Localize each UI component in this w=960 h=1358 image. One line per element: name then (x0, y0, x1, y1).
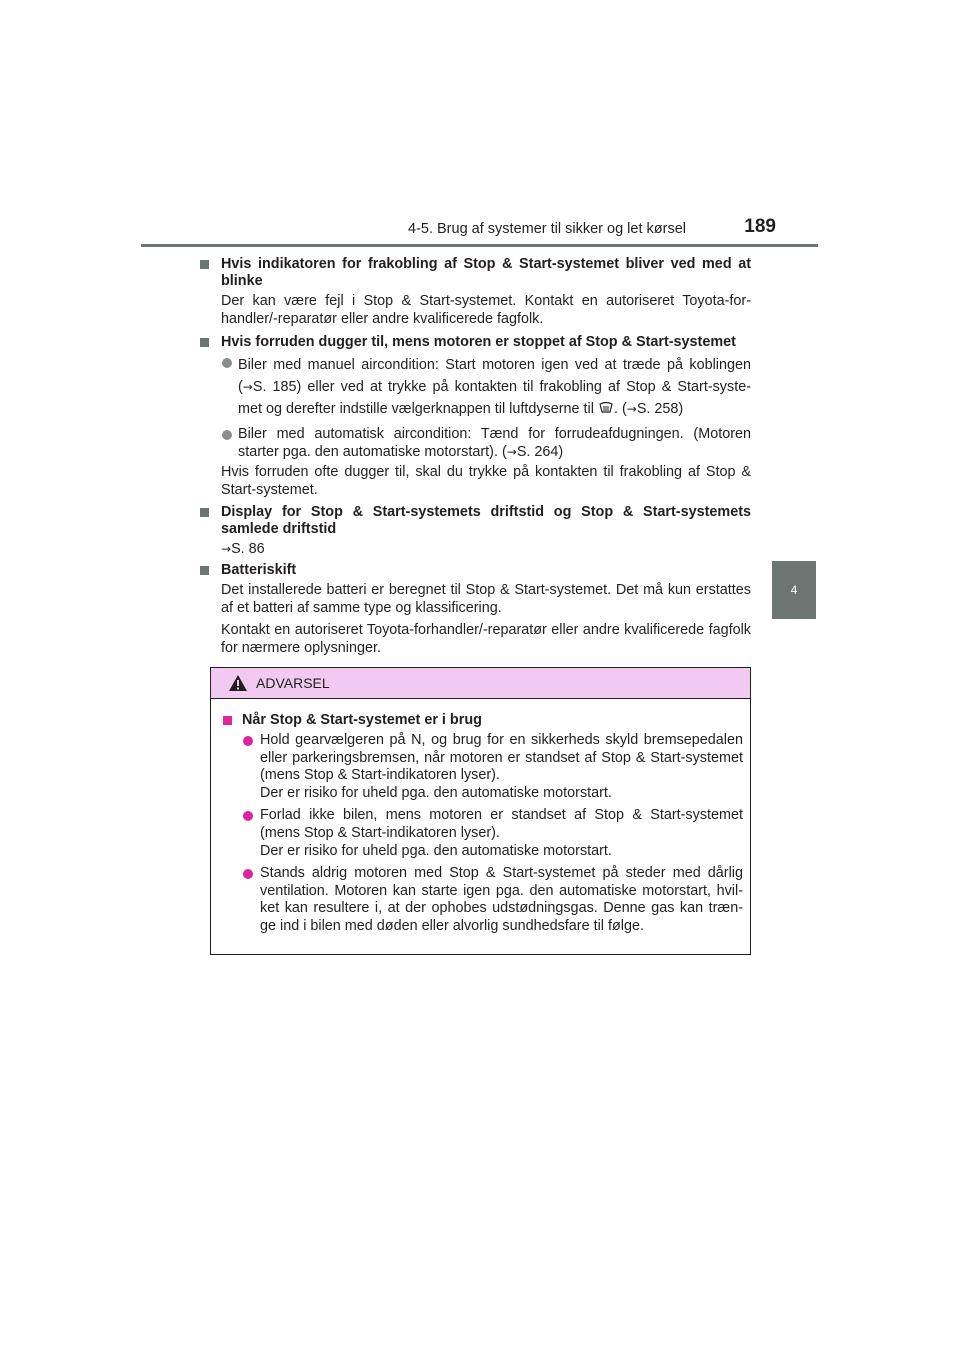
section-text: Hvis forruden ofte dugger til, skal du trykke på kontakten til frakobling af Stop & Start-systemet. (221, 464, 751, 498)
bullet-icon (243, 869, 253, 879)
windshield-defrost-icon (598, 401, 614, 415)
chapter-tab (772, 561, 816, 619)
page-content (211, 252, 751, 658)
section-title: Display for Stop & Start-systemets driftstid og Stop & Start-systemets samlede driftstid (221, 503, 751, 537)
section-title: Hvis indikatoren for frakobling af Stop & Start-systemet bliver ved med at blinke (221, 256, 751, 289)
section-text: Kontakt en autoriseret Toyota-forhandler/-reparatør eller andre kvalificerede fagfolk for nærmere oplysninger. (221, 622, 751, 656)
section-title: Batteriskift (221, 562, 297, 579)
list-item: Hold gearvælgeren på N, og brug for en sikkerheds skyld bremsepedalen eller parkeringsbremsen, når motoren er standset af Stop & Start-systemet (mens Stop & Start-indikatoren lyser). Der er risiko for uheld pga. den automatiske motorstart. (242, 732, 743, 802)
section-square-icon (223, 716, 232, 725)
warning-header (211, 668, 750, 699)
section-square-icon (200, 508, 209, 517)
page-number: 189 (744, 216, 776, 237)
list-item: Stands aldrig motoren med Stop & Start-systemet på steder med dårlig ventilation. Motoren kan starte igen pga. den automatiske motorstart, hvil- ket kan resultere i, at der ophobes udstødningsgas. Denne gas kan træn- ge ind i bilen med døden eller alvorlig sundhedsfare til følge. (242, 865, 743, 935)
bullet-icon (222, 358, 232, 368)
chapter-label: Kørsel (787, 636, 802, 676)
page-reference: →S. 86 (221, 540, 265, 557)
section-windshield-fog (211, 334, 751, 499)
section-text: Der kan være fejl i Stop & Start-systemet. Kontakt en autoriseret Toyota-for- handler/-reparatør eller andre kvalificerede fagfolk. (221, 293, 751, 327)
bullet-icon (243, 811, 253, 821)
warning-section (223, 712, 743, 936)
section-display-runtime (211, 504, 751, 559)
chapter-number: 4 (790, 583, 798, 597)
section-title: Hvis forruden dugger til, mens motoren er stoppet af Stop & Start-systemet (221, 334, 736, 351)
warning-body (223, 712, 743, 936)
list-item: Biler med manuel aircondition: Start motoren igen ved at træde på koblingen (→S. 185) eller ved at trykke på kontakten til frakobling af Stop & Start-syste- met og derefter indstille vælgerknappen til luftdyserne til . (→S. 258) (221, 354, 751, 420)
warning-box (210, 667, 751, 955)
warning-title: Når Stop & Start-systemet er i brug (242, 712, 482, 728)
section-square-icon (200, 338, 209, 347)
section-square-icon (200, 566, 209, 575)
section-square-icon (200, 260, 209, 269)
list-item: Forlad ikke bilen, mens motoren er standset af Stop & Start-systemet (mens Stop & Start-indikatoren lyser). Der er risiko for uheld pga. den automatiske motorstart. (242, 807, 743, 860)
section-text: Det installerede batteri er beregnet til Stop & Start-systemet. Det må kun erstattes af et batteri af samme type og klassificering. (221, 582, 751, 616)
section-battery (211, 562, 751, 657)
section-indicator-blinking (211, 256, 751, 328)
warning-label: ADVARSEL (256, 675, 330, 691)
warning-triangle-icon (228, 674, 248, 692)
list-item: Biler med automatisk aircondition: Tænd for forrudeafdugningen. (Motoren starter pga. den automatiske motorstart). (→S. 264) (221, 426, 751, 461)
header-rule (141, 244, 818, 247)
bullet-icon (243, 736, 253, 746)
bullet-icon (222, 430, 232, 440)
running-header: 4-5. Brug af systemer til sikker og let kørsel (408, 221, 686, 237)
